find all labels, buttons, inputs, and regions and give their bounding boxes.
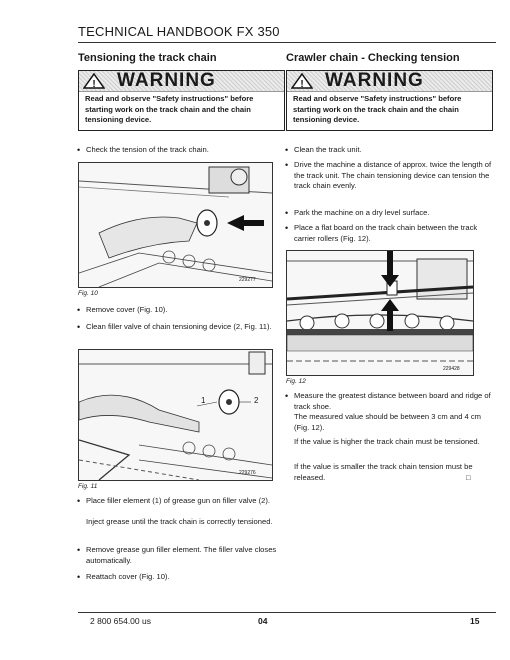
svg-text:!: ! — [300, 79, 304, 89]
figure-11 — [78, 349, 273, 481]
left-section-title: Tensioning the track chain — [78, 52, 217, 64]
warning-triangle-icon — [83, 73, 105, 89]
right-step-drive-machine: • Drive the machine a distance of approx. twice the length of the track unit. The chain tensioning device can tension the track chain evenly. — [294, 160, 494, 192]
figure-10-illustration — [79, 163, 272, 287]
figure-12 — [286, 250, 474, 376]
figure-10 — [78, 162, 273, 288]
left-step-remove-cover: • Remove cover (Fig. 10). — [86, 305, 281, 316]
warning-word: WARNING — [325, 70, 424, 91]
left-step-inject-grease: Inject grease until the track chain is correctly tensioned. — [86, 517, 273, 526]
footer-page-number: 15 — [470, 616, 480, 626]
right-step-park-machine: • Park the machine on a dry level surface. — [294, 208, 494, 219]
figure-12-illustration — [287, 251, 473, 375]
page-header-title: TECHNICAL HANDBOOK FX 350 — [78, 24, 280, 39]
right-warning-box — [286, 70, 493, 131]
left-step-clean-valve: • Clean filler valve of chain tensioning device (2, Fig. 11). — [86, 322, 281, 333]
figure-12-caption: Fig. 12 — [286, 378, 306, 385]
right-step-value-higher: If the value is higher the track chain must be tensioned. — [294, 437, 480, 446]
right-step-place-board: • Place a flat board on the track chain between the track carrier rollers (Fig. 12). — [294, 223, 494, 244]
figure-11-code: 229276 — [239, 470, 256, 476]
right-section-title: Crawler chain - Checking tension — [286, 52, 460, 64]
footer-edition: 04 — [258, 616, 268, 626]
end-of-section-mark: □ — [466, 473, 471, 482]
warning-text: Read and observe "Safety instructions" before starting work on the track chain and the chain tensioning device. — [293, 94, 462, 124]
figure-11-illustration — [79, 350, 272, 480]
right-step-measure-distance: • Measure the greatest distance between board and ridge of track shoe. — [294, 391, 494, 412]
figure-11-label-1: 1 — [201, 396, 206, 405]
figure-11-caption: Fig. 11 — [78, 483, 98, 490]
figure-12-code: 229428 — [443, 366, 460, 372]
footer-rule — [78, 612, 496, 613]
left-step-check-tension: • Check the tension of the track chain. — [86, 145, 281, 156]
warning-text: Read and observe "Safety instructions" before starting work on the track chain and the chain tensioning device. — [85, 94, 254, 124]
left-step-remove-gun: • Remove grease gun filler element. The filler valve closes automatically. — [86, 545, 281, 566]
figure-10-caption: Fig. 10 — [78, 290, 98, 297]
right-step-measured-value: The measured value should be between 3 cm and 4 cm (Fig. 12). — [294, 412, 481, 432]
figure-10-code: 229277 — [239, 277, 256, 283]
warning-banner — [79, 71, 284, 92]
left-step-reattach-cover: • Reattach cover (Fig. 10). — [86, 572, 281, 583]
header-rule — [78, 42, 496, 43]
left-warning-box — [78, 70, 285, 131]
warning-word: WARNING — [117, 70, 216, 91]
warning-triangle-icon — [291, 73, 313, 89]
footer-document-number: 2 800 654.00 us — [90, 616, 151, 626]
svg-text:!: ! — [92, 79, 96, 89]
figure-11-label-2: 2 — [254, 396, 259, 405]
left-step-place-filler: • Place filler element (1) of grease gun on filler valve (2). — [86, 496, 281, 507]
right-step-value-smaller: If the value is smaller the track chain tension must be released. — [294, 462, 473, 482]
right-step-clean-track: • Clean the track unit. — [294, 145, 494, 156]
warning-banner — [287, 71, 492, 92]
